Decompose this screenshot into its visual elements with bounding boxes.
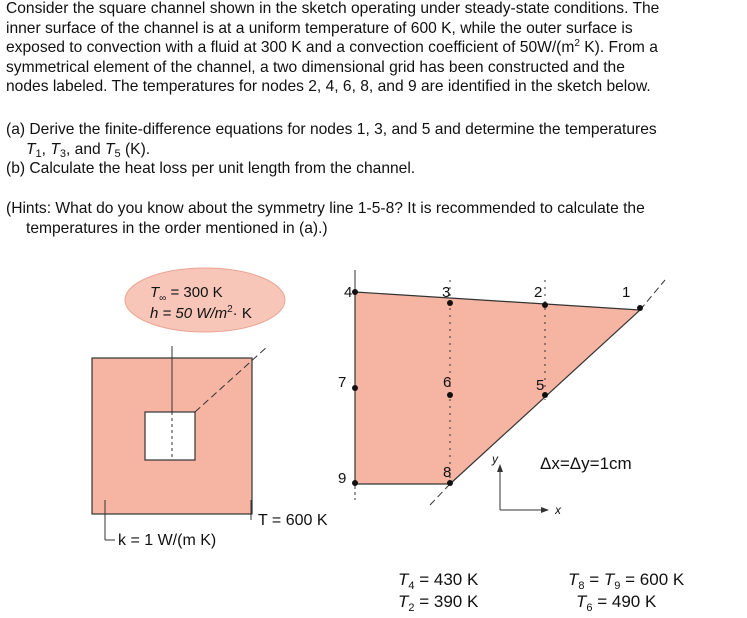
inner-temp-label: T = 600 K	[258, 512, 328, 529]
unit-text: (K).	[120, 140, 151, 158]
hint-text: temperatures in the order mentioned in (a).)	[26, 219, 328, 237]
node-1	[637, 305, 643, 311]
node-6	[447, 392, 453, 398]
part-b: (b) Calculate the heat loss per unit length from the channel.	[6, 160, 416, 177]
node-label-1: 1	[622, 284, 631, 301]
node-label-2: 2	[534, 284, 543, 301]
intro-line: Consider the square channel shown in the sketch operating under steady-state conditions. The	[6, 0, 660, 17]
ambient-temp-label: $T_\infty = 300$ K	[150, 284, 223, 304]
node-9	[352, 480, 358, 486]
symbol-t: T	[26, 140, 36, 158]
intro-line-tail: K). From a	[579, 39, 658, 56]
node-label-4: 4	[344, 284, 353, 301]
intro-line-text: exposed to convection with a fluid at 300 K and a convection coefficient of 50W/(m	[6, 39, 575, 56]
intro-line: nodes labeled. The temperatures for nodes 2, 4, 6, 8, and 9 are identified in the sketch below.	[6, 78, 651, 95]
subscript: 1	[35, 147, 42, 160]
unit-superscript: 2	[574, 37, 580, 49]
subscript: 5	[114, 147, 121, 160]
symbol-t: T	[50, 140, 60, 158]
separator: ,	[41, 140, 51, 158]
node-2	[542, 302, 548, 308]
node-label-3: 3	[442, 284, 451, 301]
hint-text: (Hints: What do you know about the symmetry line 1-5-8? It is recommended to calculate the	[6, 200, 645, 217]
given-t8-t9: $T_8 = T_9 = 600$ K	[568, 570, 685, 592]
separator: , and	[65, 140, 105, 158]
node-7	[352, 385, 358, 391]
channel-inner-square	[145, 412, 195, 460]
node-label-5: 5	[536, 377, 545, 394]
subscript: 3	[59, 147, 66, 160]
given-t4: $T_4 = 430$ K	[398, 570, 479, 592]
node-label-9: 9	[338, 470, 347, 487]
intro-line: inner surface of the channel is at a uniform temperature of 600 K, while the outer surface is	[6, 19, 633, 37]
node-label-6: 6	[443, 374, 452, 391]
given-t6: $T_6 = 490$ K	[576, 592, 657, 614]
diagonal-extension	[640, 280, 665, 310]
grid-spacing-label: Δx=Δy=1cm	[540, 454, 632, 473]
convection-coefficient-label: h = 50 $W/m^2\cdot K$	[150, 304, 252, 322]
part-a-text: (a) Derive the finite-difference equations for nodes 1, 3, and 5 and determine the temperatures	[6, 121, 657, 138]
node-label-7: 7	[338, 374, 347, 391]
node-4	[352, 289, 358, 295]
symbol-t: T	[105, 140, 115, 158]
diagonal-extension	[430, 484, 450, 505]
given-t2: $T_2 = 390$ K	[398, 592, 479, 614]
conductivity-label: k = 1 W/(m K)	[118, 532, 217, 549]
intro-line: symmetrical element of the channel, a two dimensional grid has been constructed and the	[6, 58, 625, 76]
y-axis-label: y	[492, 452, 498, 466]
node-label-8: 8	[443, 464, 452, 481]
x-axis-label: x	[555, 503, 561, 517]
